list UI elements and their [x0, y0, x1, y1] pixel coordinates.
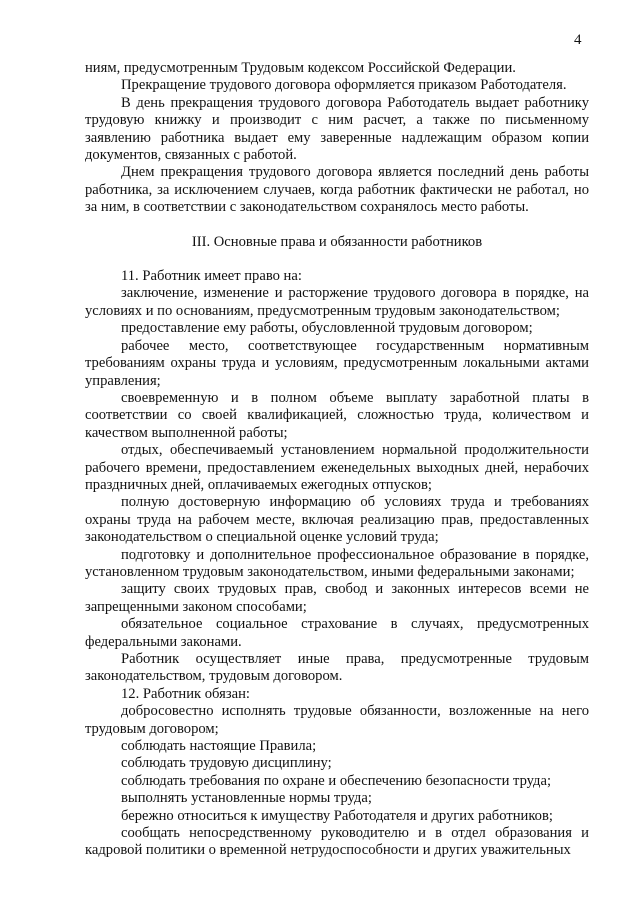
rights-item: отдых, обеспечиваемый установлением нормальной продолжительности рабочего времени, предоставлением еженедельных выходных дней, нерабочих праздничных дней, оплачиваемых ежегодных отпусков; [85, 442, 589, 493]
rights-item: полную достоверную информацию об условиях труда и требованиях охраны труда на рабочем месте, включая реализацию прав, предоставленных законодательством о специальной оценке условий труда; [85, 494, 589, 546]
page-number: 4 [574, 32, 582, 48]
rights-item: заключение, изменение и расторжение трудового договора в порядке, на условиях и по основаниям, предусмотренным трудовым законодательством; [85, 285, 589, 319]
document-body [85, 60, 589, 860]
rights-item: рабочее место, соответствующее государственным нормативным требованиям охраны труда и условиям, предусмотренным локальными актами управления; [85, 337, 589, 389]
rights-item: обязательное социальное страхование в случаях, предусмотренных федеральными законами. [85, 616, 589, 650]
paragraph: Прекращение трудового договора оформляется приказом Работодателя. [121, 77, 567, 94]
rights-intro: 11. Работник имеет право на: [121, 268, 302, 285]
paragraph: В день прекращения трудового договора Работодатель выдает работнику трудовую книжку и производит с ним расчет, а также по письменному заявлению работника выдает ему заверенные надлежащим образом копии документов, связанных с работой. [85, 94, 589, 164]
duties-item: добросовестно исполнять трудовые обязанности, возложенные на него трудовым договором; [85, 703, 589, 737]
paragraph: ниям, предусмотренным Трудовым кодексом Российской Федерации. [85, 60, 516, 76]
duties-item: бережно относиться к имуществу Работодателя и других работников; [121, 807, 553, 824]
duties-item: соблюдать настоящие Правила; [121, 738, 317, 755]
duties-item: соблюдать требования по охране и обеспечению безопасности труда; [121, 772, 552, 789]
rights-item: защиту своих трудовых прав, свобод и законных интересов всеми не запрещенными законом способами; [85, 581, 589, 615]
duties-intro: 12. Работник обязан: [121, 685, 250, 702]
paragraph: Днем прекращения трудового договора является последний день работы работника, за исключением случаев, когда работник фактически не работал, но за ним, в соответствии с законодательством сохранялось место работы. [85, 164, 589, 216]
rights-item: подготовку и дополнительное профессиональное образование в порядке, установленном трудовым законодательством, иными федеральными законами; [85, 546, 589, 580]
section-heading: III. Основные права и обязанности работников [191, 233, 483, 250]
duties-item: соблюдать трудовую дисциплину; [121, 755, 332, 772]
rights-item: предоставление ему работы, обусловленной трудовым договором; [121, 320, 533, 337]
rights-item: своевременную и в полном объеме выплату заработной платы в соответствии со своей квалификацией, сложностью труда, количеством и качеством выполненной работы; [85, 389, 589, 441]
duties-item: выполнять установленные нормы труда; [121, 790, 372, 807]
duties-item: сообщать непосредственному руководителю и в отдел образования и кадровой политики о временной нетрудоспособности и других уважительных [85, 825, 589, 859]
rights-closing: Работник осуществляет иные права, предусмотренные трудовым законодательством, трудовым договором. [85, 651, 589, 685]
